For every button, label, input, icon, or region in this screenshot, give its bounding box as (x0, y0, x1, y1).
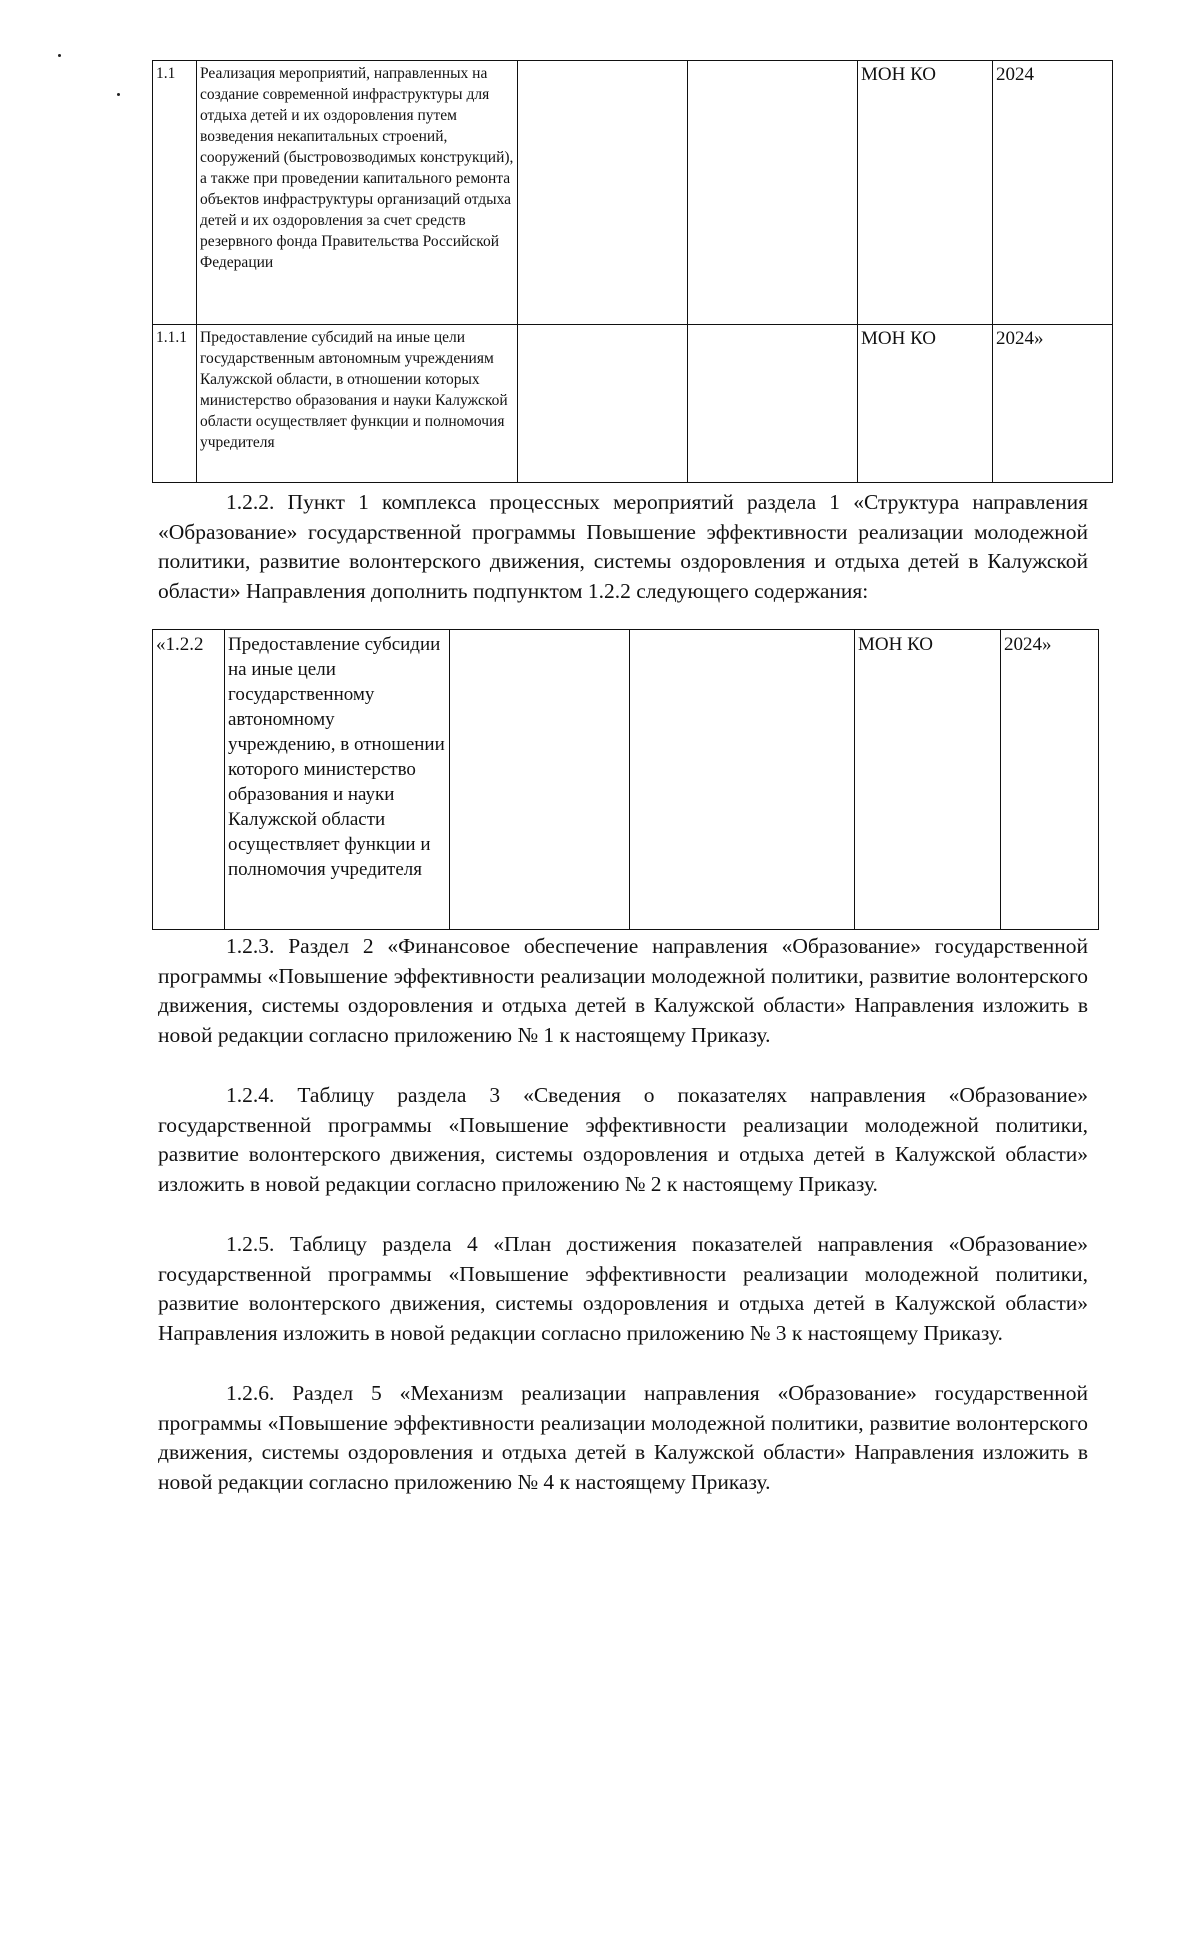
empty-cell (450, 630, 630, 930)
activities-table (152, 60, 1113, 483)
row-description: Предоставление субсидий на иные цели государственным автономным учреждениям Калужской области, в отношении которых министерство образования и науки Калужской области осуществляет функции и полномочия учредителя (197, 325, 518, 483)
row-description: Реализация мероприятий, направленных на создание современной инфраструктуры для отдыха детей и их оздоровления путем возведения некапитальных строений, сооружений (быстровозводимых конструкций), а также при проведении капитального ремонта объектов инфраструктуры организаций отдыха детей и их оздоровления за счет средств резервного фонда Правительства Российской Федерации (197, 61, 518, 325)
subitem-table (152, 629, 1099, 930)
row-year: 2024» (993, 325, 1113, 483)
empty-cell (688, 61, 858, 325)
row-organization: МОН КО (855, 630, 1001, 930)
empty-cell (688, 325, 858, 483)
row-number: 1.1 (153, 61, 197, 325)
row-number: 1.1.1 (153, 325, 197, 483)
row-number: «1.2.2 (153, 630, 225, 930)
scan-speck (117, 93, 120, 96)
row-year: 2024» (1001, 630, 1099, 930)
empty-cell (518, 325, 688, 483)
row-year: 2024 (993, 61, 1113, 325)
row-organization: МОН КО (858, 61, 993, 325)
row-organization: МОН КО (858, 325, 993, 483)
paragraph-1-2-2: 1.2.2. Пункт 1 комплекса процессных мероприятий раздела 1 «Структура направления «Образование» государственной программы Повышение эффективности реализации молодежной политики, развитие волонтерского движения, системы оздоровления и отдыха детей в Калужской области» Направления дополнить подпунктом 1.2.2 следующего содержания: (158, 490, 1088, 603)
table-row (153, 61, 1113, 325)
empty-cell (518, 61, 688, 325)
table-row (153, 325, 1113, 483)
scan-speck (58, 54, 61, 57)
paragraph-1-2-4: 1.2.4. Таблицу раздела 3 «Сведения о показателях направления «Образование» государственной программы «Повышение эффективности реализации молодежной политики, развитие волонтерского движения, системы оздоровления и отдыха детей в Калужской области» изложить в новой редакции согласно приложению № 2 к настоящему Приказу. (158, 1083, 1088, 1196)
table-row (153, 630, 1099, 930)
paragraph-1-2-3: 1.2.3. Раздел 2 «Финансовое обеспечение направления «Образование» государственной программы «Повышение эффективности реализации молодежной политики, развитие волонтерского движения, системы оздоровления и отдыха детей в Калужской области» Направления изложить в новой редакции согласно приложению № 1 к настоящему Приказу. (158, 934, 1088, 1047)
row-description: Предоставление субсидии на иные цели государственному автономному учреждению, в отношении которого министерство образования и науки Калужской области осуществляет функции и полномочия учредителя (225, 630, 450, 930)
paragraph-1-2-6: 1.2.6. Раздел 5 «Механизм реализации направления «Образование» государственной программы «Повышение эффективности реализации молодежной политики, развитие волонтерского движения, системы оздоровления и отдыха детей в Калужской области» Направления изложить в новой редакции согласно приложению № 4 к настоящему Приказу. (158, 1381, 1088, 1494)
paragraph-1-2-5: 1.2.5. Таблицу раздела 4 «План достижения показателей направления «Образование» государственной программы «Повышение эффективности реализации молодежной политики, развитие волонтерского движения, системы оздоровления и отдыха детей в Калужской области» Направления изложить в новой редакции согласно приложению № 3 к настоящему Приказу. (158, 1232, 1088, 1345)
empty-cell (630, 630, 855, 930)
